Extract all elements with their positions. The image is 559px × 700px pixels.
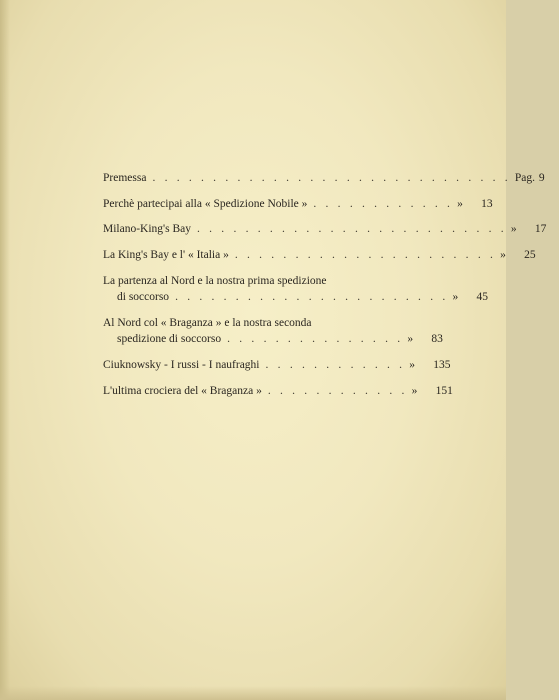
toc-entry [103,357,451,373]
toc-line [103,273,375,289]
page-edge-shadow-left [0,0,10,700]
toc-line [103,170,545,186]
toc-entry-title: Al Nord col « Braganza » e la nostra seconda [103,317,312,329]
toc-line [103,315,375,331]
toc-line [103,196,493,212]
toc-line [103,357,451,373]
toc-entry [103,196,493,212]
toc-entry-title: La King's Bay e l' « Italia » [103,249,229,261]
toc-page-number: 45 [476,291,488,303]
toc-entry [103,247,536,263]
toc-leader-dots: . . . . . . . . . . . . [265,359,406,371]
toc-leader-dots: . . . . . . . . . . . . . . . . . . . . . . [234,249,497,261]
toc-entry-title: Premessa [103,172,147,184]
toc-line [103,331,443,347]
toc-leader-dots: . . . . . . . . . . . . . . . . . . . . . . . [175,291,449,303]
toc-entry [103,170,545,186]
toc-leader-dots: . . . . . . . . . . . . . . . . . . . . . . . . . . . . . . [152,172,511,184]
toc-entry [103,273,488,305]
toc-entry-title: Ciuknowsky - I russi - I naufraghi [103,359,260,371]
table-of-contents [103,170,547,399]
toc-page-marker: » [452,291,459,303]
toc-page-number: 25 [524,249,536,261]
toc-page-marker: » [457,198,463,210]
toc-entry-title: Milano-King's Bay [103,223,191,235]
toc-entry-title: L'ultima crociera del « Braganza » [103,385,262,397]
toc-page-marker: » [409,359,415,371]
toc-line [103,247,536,263]
toc-leader-dots: . . . . . . . . . . . . [267,385,408,397]
toc-entry-title: Perchè partecipai alla « Spedizione Nobile » [103,198,308,210]
toc-line [103,289,488,305]
toc-page-number: 83 [431,333,443,345]
toc-entry [103,383,453,399]
toc-page-marker: » [500,249,506,261]
toc-leader-dots: . . . . . . . . . . . . . . . . . . . . . . . . . . [197,223,507,235]
toc-entry-title-continued: spedizione di soccorso [117,333,222,345]
toc-page-marker: Pag. [514,172,535,184]
toc-entry [103,315,443,347]
page-edge-shadow-bottom [0,686,506,700]
toc-entry-title: La partenza al Nord e la nostra prima spedizione [103,275,327,287]
toc-page-marker: » [407,333,414,345]
toc-leader-dots: . . . . . . . . . . . . . . . [227,333,404,345]
toc-page-number: 9 [538,172,545,184]
toc-line [103,221,547,237]
toc-page-number: 17 [534,223,547,235]
toc-entry [103,221,547,237]
toc-page-marker: » [510,223,517,235]
toc-entry-title-continued: di soccorso [117,291,170,303]
toc-page-marker: » [411,385,418,397]
toc-leader-dots: . . . . . . . . . . . . [313,198,454,210]
toc-page-number: 151 [435,385,453,397]
toc-page-number: 135 [433,359,451,371]
toc-line [103,383,453,399]
toc-page-number: 13 [481,198,493,210]
